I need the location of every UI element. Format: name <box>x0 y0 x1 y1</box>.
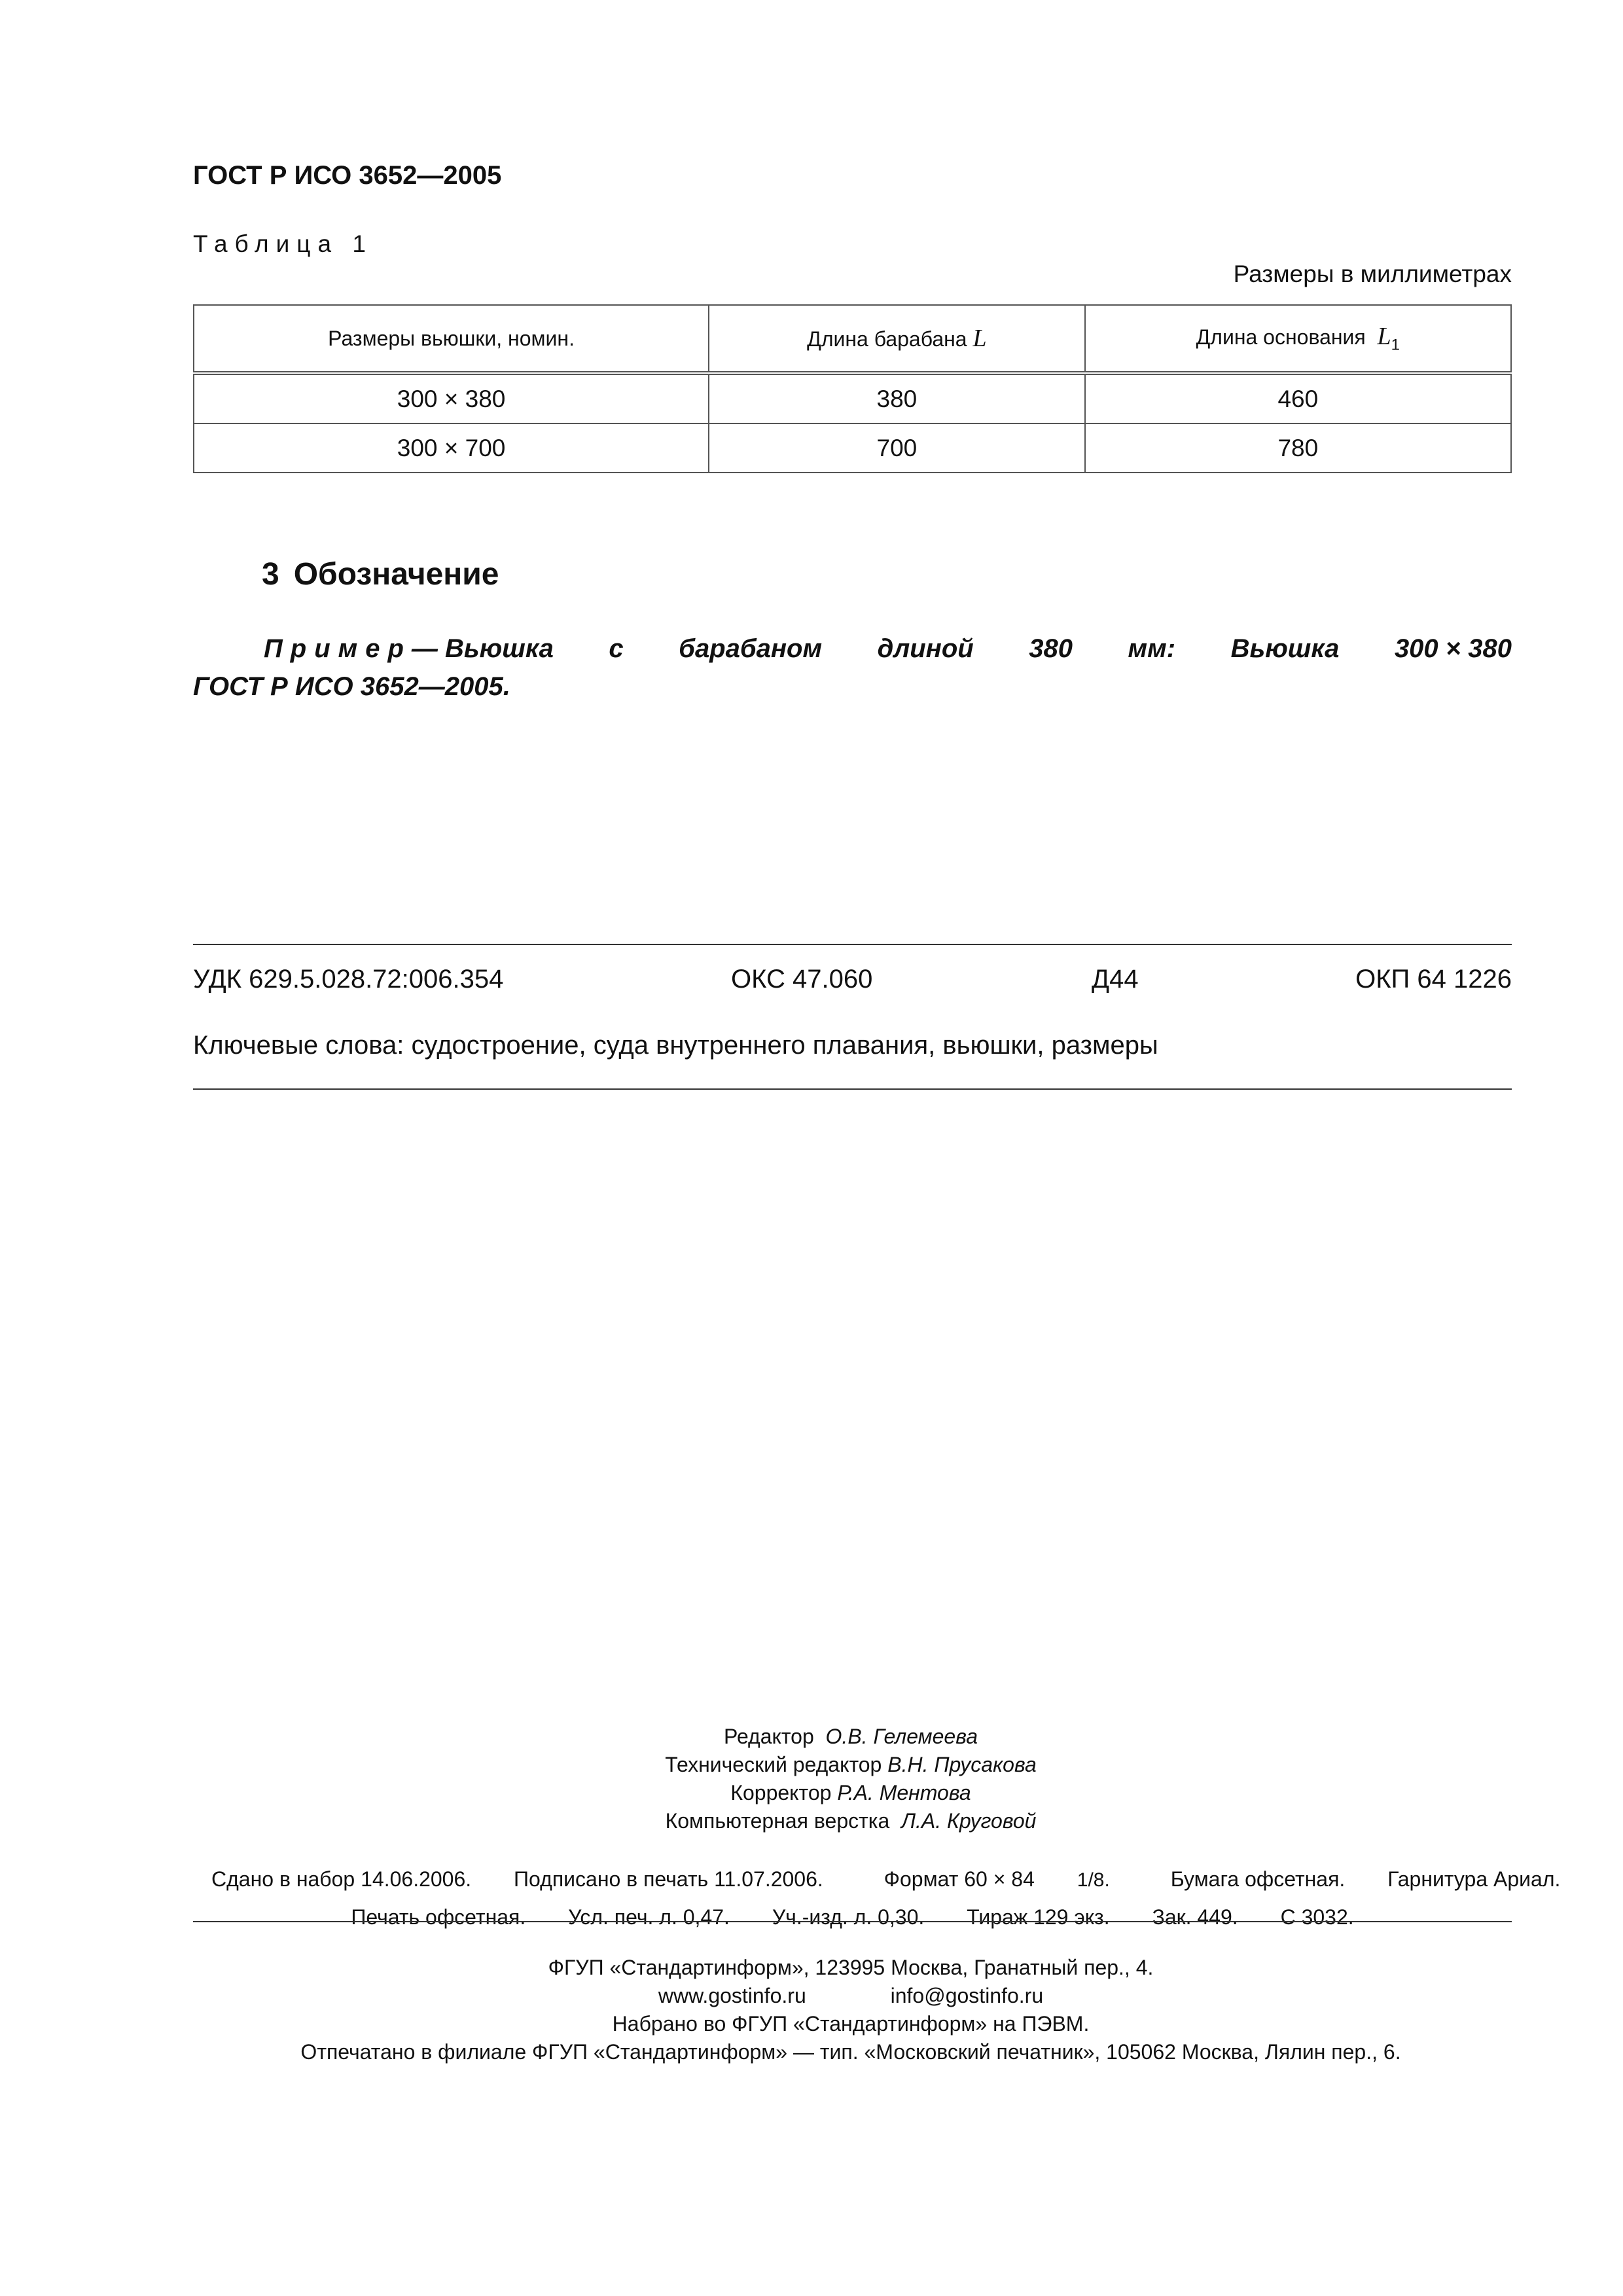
credit-proofreader: Корректор Р.А. Ментова <box>730 1781 971 1804</box>
code-number: С 3032. <box>1280 1905 1354 1929</box>
example-word: Вьюшка <box>1230 634 1340 663</box>
table-cell: 300 × 700 <box>194 423 709 473</box>
table-cell: 780 <box>1085 423 1511 473</box>
column-header-nominal-size: Размеры вьюшки, номин. <box>194 305 709 373</box>
signed-date: Подписано в печать 11.07.2006. <box>514 1867 823 1891</box>
example-word: 300 × 380 <box>1394 634 1512 663</box>
paper-format: Формат 60 × 84 1/8. <box>883 1867 1110 1891</box>
printing-method: Печать офсетная. <box>351 1905 526 1929</box>
section-title: Обозначение <box>293 557 499 592</box>
printed-sheets: Усл. печ. л. 0,47. <box>568 1905 730 1929</box>
print-info-row-1 <box>193 1861 1561 1899</box>
publisher-links <box>0 1982 1623 2010</box>
example-line-1 <box>193 630 1512 668</box>
printed-note: Отпечатано в филиале ФГУП «Стандартинформ» — тип. «Московский печатник», 105062 Москва, Лялин пер., 6. <box>300 2040 1401 2064</box>
typeface: Гарнитура Ариал. <box>1387 1867 1561 1891</box>
example-word: — Вьюшка <box>411 634 554 663</box>
print-info <box>193 1861 1561 1935</box>
table-cell: 460 <box>1085 373 1511 423</box>
example-line-2: ГОСТ Р ИСО 3652—2005. <box>193 672 510 701</box>
order-number: Зак. 449. <box>1152 1905 1238 1929</box>
table-row <box>194 423 1511 473</box>
designation-example <box>193 630 1512 706</box>
website-link[interactable]: www.gostinfo.ru <box>658 1984 806 2007</box>
example-word: барабаном <box>679 634 823 663</box>
document-number: ГОСТ Р ИСО 3652—2005 <box>193 161 502 190</box>
paper-type: Бумага офсетная. <box>1170 1867 1346 1891</box>
oks-code: ОКС 47.060 <box>731 965 873 994</box>
divider-top <box>193 944 1512 945</box>
print-run: Тираж 129 экз. <box>967 1905 1110 1929</box>
example-word: 380 <box>1029 634 1073 663</box>
publisher-block <box>0 1954 1623 2066</box>
section-heading <box>262 556 499 592</box>
divider-bottom <box>193 1088 1512 1090</box>
publisher-address: ФГУП «Стандартинформ», 123995 Москва, Гранатный пер., 4. <box>548 1956 1154 1979</box>
submitted-date: Сдано в набор 14.06.2006. <box>211 1867 472 1891</box>
table-cell: 700 <box>709 423 1084 473</box>
section-number: 3 <box>262 557 279 592</box>
okp-code: ОКП 64 1226 <box>1355 965 1512 994</box>
credit-layout: Компьютерная верстка Л.А. Круговой <box>665 1809 1037 1833</box>
typeset-note: Набрано во ФГУП «Стандартинформ» на ПЭВМ. <box>612 2012 1090 2036</box>
dimensions-table <box>193 304 1512 473</box>
table-cell: 300 × 380 <box>194 373 709 423</box>
credits-block <box>0 1723 1623 1835</box>
symbol-l: L <box>972 325 987 352</box>
example-word: с <box>609 634 624 663</box>
example-word: мм: <box>1128 634 1176 663</box>
keywords: Ключевые слова: судостроение, суда внутреннего плавания, вьюшки, размеры <box>193 1031 1158 1060</box>
table-cell: 380 <box>709 373 1084 423</box>
example-label-group <box>264 630 554 668</box>
table-units-note: Размеры в миллиметрах <box>1233 260 1512 287</box>
example-label: Пример <box>264 634 412 663</box>
print-info-row-2 <box>193 1899 1512 1935</box>
table-header-row <box>194 305 1511 373</box>
table-caption: Таблица 1 <box>193 230 373 257</box>
credit-editor: Редактор О.В. Гелемеева <box>724 1725 978 1748</box>
column-header-base-length: Длина основания $L_1$ <box>1085 305 1511 373</box>
symbol-l1: $L_1$ <box>1377 323 1400 354</box>
credit-tech-editor: Технический редактор В.Н. Прусакова <box>665 1753 1037 1776</box>
example-word: длиной <box>877 634 974 663</box>
divider-publisher <box>193 1921 1512 1922</box>
email-link[interactable]: info@gostinfo.ru <box>890 1984 1044 2007</box>
group-code: Д44 <box>1092 965 1139 994</box>
table-row <box>194 373 1511 423</box>
column-header-drum-length: Длина барабана L <box>709 305 1084 373</box>
udk-code: УДК 629.5.028.72:006.354 <box>193 965 504 994</box>
edit-sheets: Уч.-изд. л. 0,30. <box>772 1905 925 1929</box>
